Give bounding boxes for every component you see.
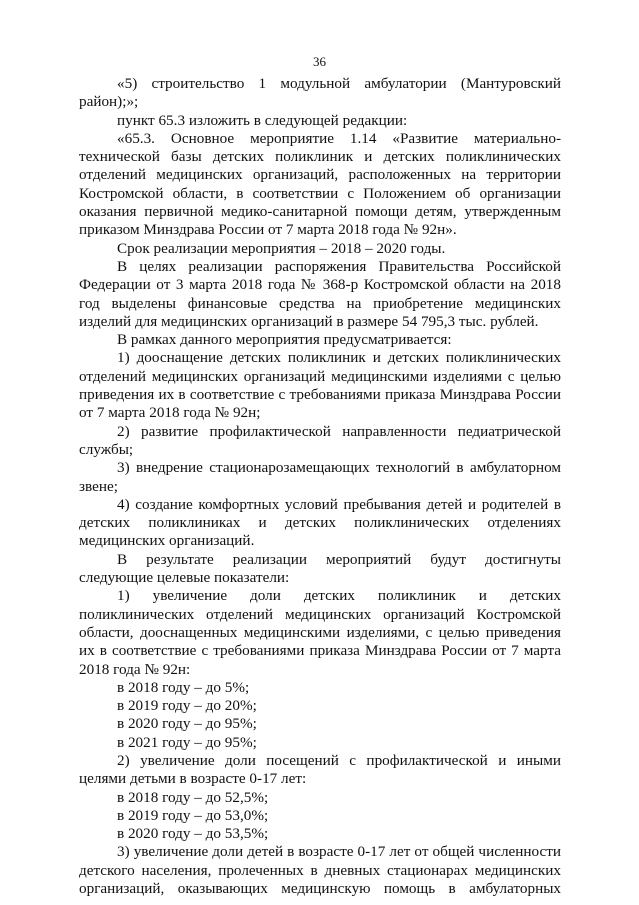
paragraph-indicator-2: 2) увеличение доли посещений с профилактической и иными целями детьми в возрасте 0-17 лет: — [79, 751, 561, 788]
paragraph-measure-3: 3) внедрение стационарозамещающих технологий в амбулаторном звене; — [79, 459, 561, 495]
paragraph-indicators-intro: В результате реализации мероприятий будут достигнуты следующие целевые показатели: — [79, 550, 561, 587]
paragraph-measure-1: 1) дооснащение детских поликлиник и детских поликлинических отделений медицинских организаций медицинскими изделиями с целью приведения их в соответствие с требованиями приказа Минздрава России от 7 марта 2018 года № 92н; — [79, 349, 561, 422]
paragraph-measures-intro: В рамках данного мероприятия предусматривается: — [117, 331, 452, 349]
paragraph-item-5-construction: «5) строительство 1 модульной амбулатории (Мантуровский район);»; — [79, 75, 561, 111]
list-item-indicator-2-2020: в 2020 году – до 53,5%; — [117, 825, 269, 843]
paragraph-measure-2: 2) развитие профилактической направленности педиатрической службы; — [79, 422, 561, 458]
paragraph-amend-instruction: пункт 65.3 изложить в следующей редакции: — [117, 111, 408, 129]
list-item-indicator-2-2019: в 2019 году – до 53,0%; — [117, 806, 269, 824]
paragraph-measure-4: 4) создание комфортных условий пребывания детей и родителей в детских поликлиниках и детских поликлинических отделениях медицинских организаций. — [79, 495, 561, 550]
page-number: 36 — [313, 54, 326, 69]
list-item-indicator-1-2021: в 2021 году – до 95%; — [117, 733, 257, 751]
list-item-indicator-1-2019: в 2019 году – до 20%; — [117, 697, 257, 715]
list-item-indicator-1-2020: в 2020 году – до 95%; — [117, 715, 257, 733]
document-body — [79, 75, 561, 898]
list-item-indicator-1-2018: в 2018 году – до 5%; — [117, 678, 250, 696]
list-item-indicator-2-2018: в 2018 году – до 52,5%; — [117, 788, 269, 806]
paragraph-implementation-period: Срок реализации мероприятия – 2018 – 2020 годы. — [117, 239, 446, 257]
paragraph-65-3-title: «65.3. Основное мероприятие 1.14 «Развитие материально-технической базы детских поликлиник и детских поликлинических отделений медицинских организаций, расположенных на территории Костромской области, в соответствии с Положением об организации оказания первичной медико-санитарной помощи детям, утвержденным приказом Минздрава России от 7 марта 2018 года № 92н». — [79, 129, 561, 239]
paragraph-indicator-1: 1) увеличение доли детских поликлиник и детских поликлинических отделений медицинских организаций Костромской области, дооснащенных медицинскими изделиями, с целью приведения их в соответствие с требованиями приказа Минздрава России от 7 марта 2018 года № 92н: — [79, 587, 561, 678]
paragraph-indicator-3: 3) увеличение доли детей в возрасте 0-17 лет от общей численности детского населения, пролеченных в дневных стационарах медицинских организаций, оказывающих медицинскую помощь в амбулаторных — [79, 843, 561, 898]
paragraph-funding: В целях реализации распоряжения Правительства Российской Федерации от 3 марта 2018 года № 368-р Костромской области на 2018 год выделены финансовые средства на приобретение медицинских изделий для медицинских организаций в размере 54 795,3 тыс. рублей. — [79, 257, 561, 330]
